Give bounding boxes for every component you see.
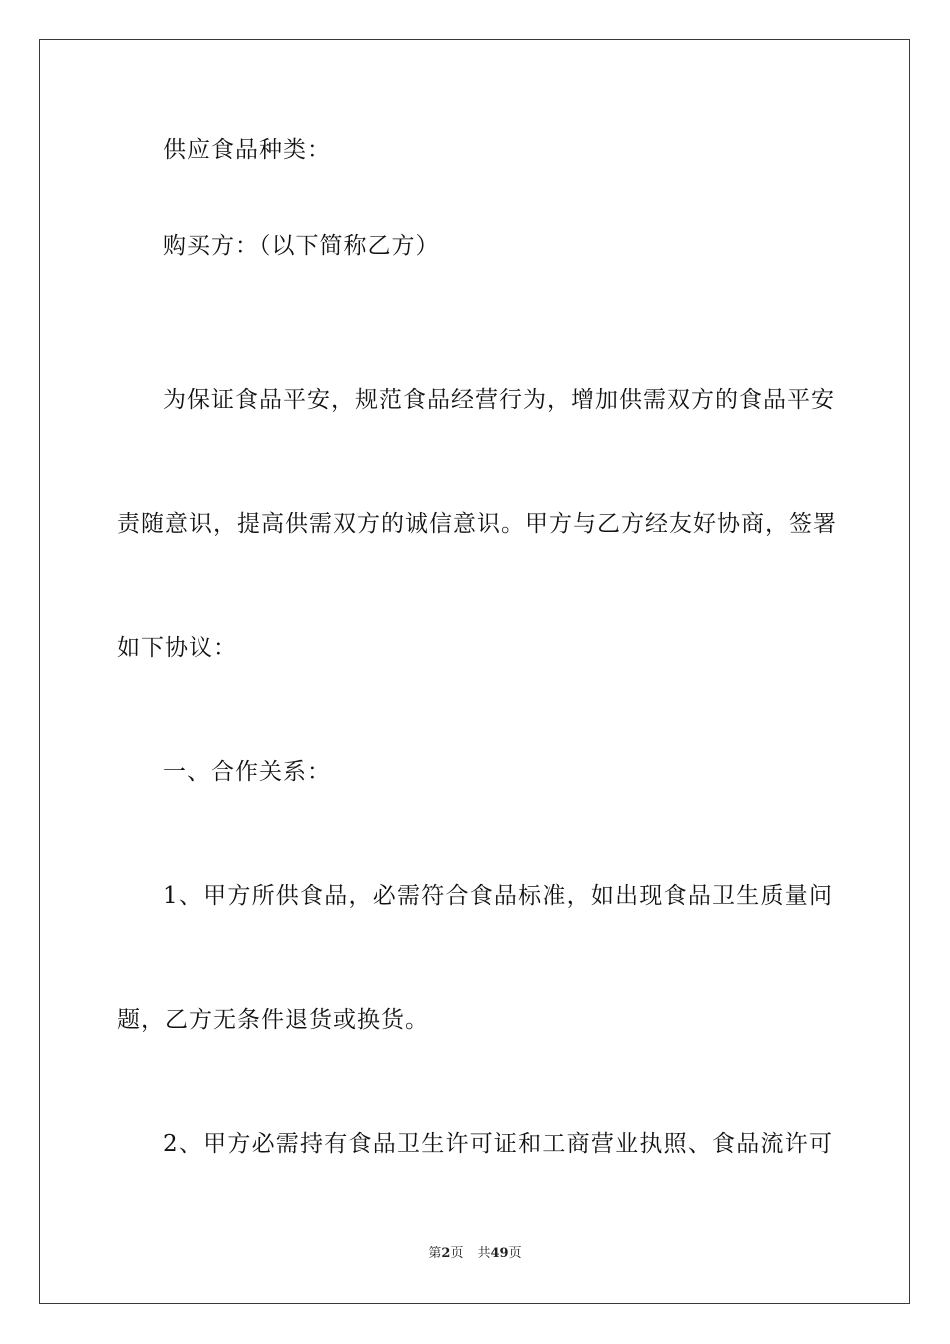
footer-total-prefix: 共 — [477, 1246, 491, 1261]
page-footer — [0, 1244, 950, 1264]
paragraph-intro-line-3: 如下协议： — [117, 635, 237, 661]
clause-1-line-1: 1、甲方所供食品，必需符合食品标准，如出现食品卫生质量问 — [163, 883, 833, 909]
footer-page-suffix: 页 — [450, 1246, 464, 1261]
paragraph-buyer: 购买方：（以下简称乙方） — [163, 233, 440, 259]
paragraph-intro-line-2: 责随意识，提高供需双方的诚信意识。甲方与乙方经友好协商，签署 — [117, 511, 837, 537]
footer-page-number: 2 — [441, 1246, 451, 1261]
clause-2-line-1: 2、甲方必需持有食品卫生许可证和工商营业执照、食品流许可 — [163, 1131, 833, 1157]
paragraph-supply-type: 供应食品种类： — [163, 137, 331, 163]
footer-total-pages: 49 — [490, 1246, 509, 1261]
footer-page-prefix: 第 — [428, 1246, 442, 1261]
section-heading-cooperation: 一、合作关系： — [163, 759, 331, 785]
footer-total-suffix: 页 — [508, 1246, 522, 1261]
paragraph-intro-line-1: 为保证食品平安，规范食品经营行为，增加供需双方的食品平安 — [163, 387, 835, 413]
clause-1-line-2: 题，乙方无条件退货或换货。 — [117, 1007, 429, 1033]
